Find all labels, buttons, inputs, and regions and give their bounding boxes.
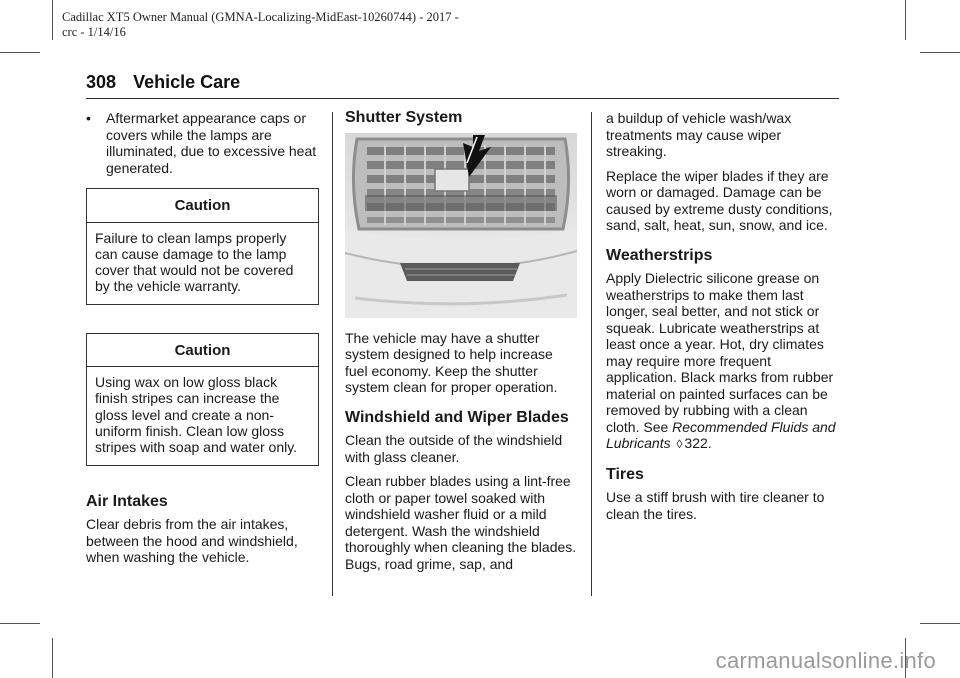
document-header-line: Cadillac XT5 Owner Manual (GMNA-Localizing-MidEast-10260744) - 2017 - [62, 10, 459, 24]
paragraph [606, 270, 840, 453]
caution-title: Caution [87, 189, 318, 223]
header-rule [86, 98, 839, 99]
paragraph: The vehicle may have a shutter system designed to help increase fuel economy. Keep the shutter system clean for proper operation. [345, 329, 558, 395]
column-divider [591, 112, 592, 596]
crop-mark [0, 623, 40, 624]
weatherstrips-text: Apply Dielectric silicone grease on weatherstrips to make them last longer, seal better, and not stick or squeak. Lubricate weatherstrips at least once a year. Hot, dry climates may require more frequent application. Black marks from rubber material on painted surfaces can be removed by rubbing with a clean cloth. See [606, 270, 834, 435]
document-header-line: crc - 1/14/16 [62, 25, 126, 39]
crop-mark [52, 0, 53, 40]
caution-box [86, 333, 319, 466]
xref-page[interactable]: 322 [684, 435, 708, 451]
column-right [606, 110, 840, 530]
caution-text: Using wax on low gloss black finish stripes can increase the gloss level and create a non-uniform finish. Clean low gloss stripes with soap and water only. [95, 374, 298, 456]
caution-box [86, 188, 319, 305]
shutter-grille-photo [345, 133, 577, 318]
page-number: 308 [86, 72, 117, 92]
paragraph: Replace the wiper blades if they are worn or damaged. Damage can be caused by extreme dusty conditions, sand, salt, heat, sun, snow, and ice. [606, 167, 833, 233]
heading-windshield-wiper-blades: Windshield and Wiper Blades [345, 408, 569, 426]
crop-mark [920, 623, 960, 624]
caution-title: Caution [87, 334, 318, 368]
paragraph: Clean rubber blades using a lint-free cloth or paper towel soaked with windshield washer fluid or a mild detergent. Wash the windshield thoroughly when cleaning the blades. Bugs, road grime, sap, and [345, 473, 577, 572]
column-left [86, 110, 319, 574]
heading-shutter-system: Shutter System [345, 109, 463, 126]
crop-mark [920, 52, 960, 53]
paragraph: Clear debris from the air intakes, between the hood and windshield, when washing the vehicle. [86, 516, 298, 566]
column-divider [332, 112, 333, 596]
bullet-item [86, 110, 319, 176]
paragraph: Use a stiff brush with tire cleaner to clean the tires. [606, 489, 825, 522]
column-middle [345, 110, 579, 580]
bullet-text: Aftermarket appearance caps or covers while the lamps are illuminated, due to excessive heat generated. [106, 110, 317, 176]
crop-mark [0, 52, 40, 53]
heading-tires: Tires [606, 465, 644, 483]
crop-mark [905, 0, 906, 40]
heading-air-intakes: Air Intakes [86, 492, 168, 510]
caution-text: Failure to clean lamps properly can cause damage to the lamp cover that would not be covered by the vehicle warranty. [95, 229, 294, 295]
section-title: Vehicle Care [133, 72, 241, 92]
paragraph: a buildup of vehicle wash/wax treatments may cause wiper streaking. [606, 110, 792, 159]
heading-weatherstrips: Weatherstrips [606, 246, 713, 264]
xref-link[interactable]: Recommended Fluids and Lubricants [606, 418, 836, 451]
document-header [62, 10, 459, 40]
paragraph: Clean the outside of the windshield with glass cleaner. [345, 432, 563, 465]
xref-end: . [707, 435, 712, 451]
running-head [86, 72, 240, 93]
watermark: carmanualsonline.info [715, 648, 936, 673]
bullet-mark: • [86, 110, 91, 126]
crop-mark [52, 638, 53, 678]
xref-arrow-icon: ◊ [676, 437, 683, 451]
